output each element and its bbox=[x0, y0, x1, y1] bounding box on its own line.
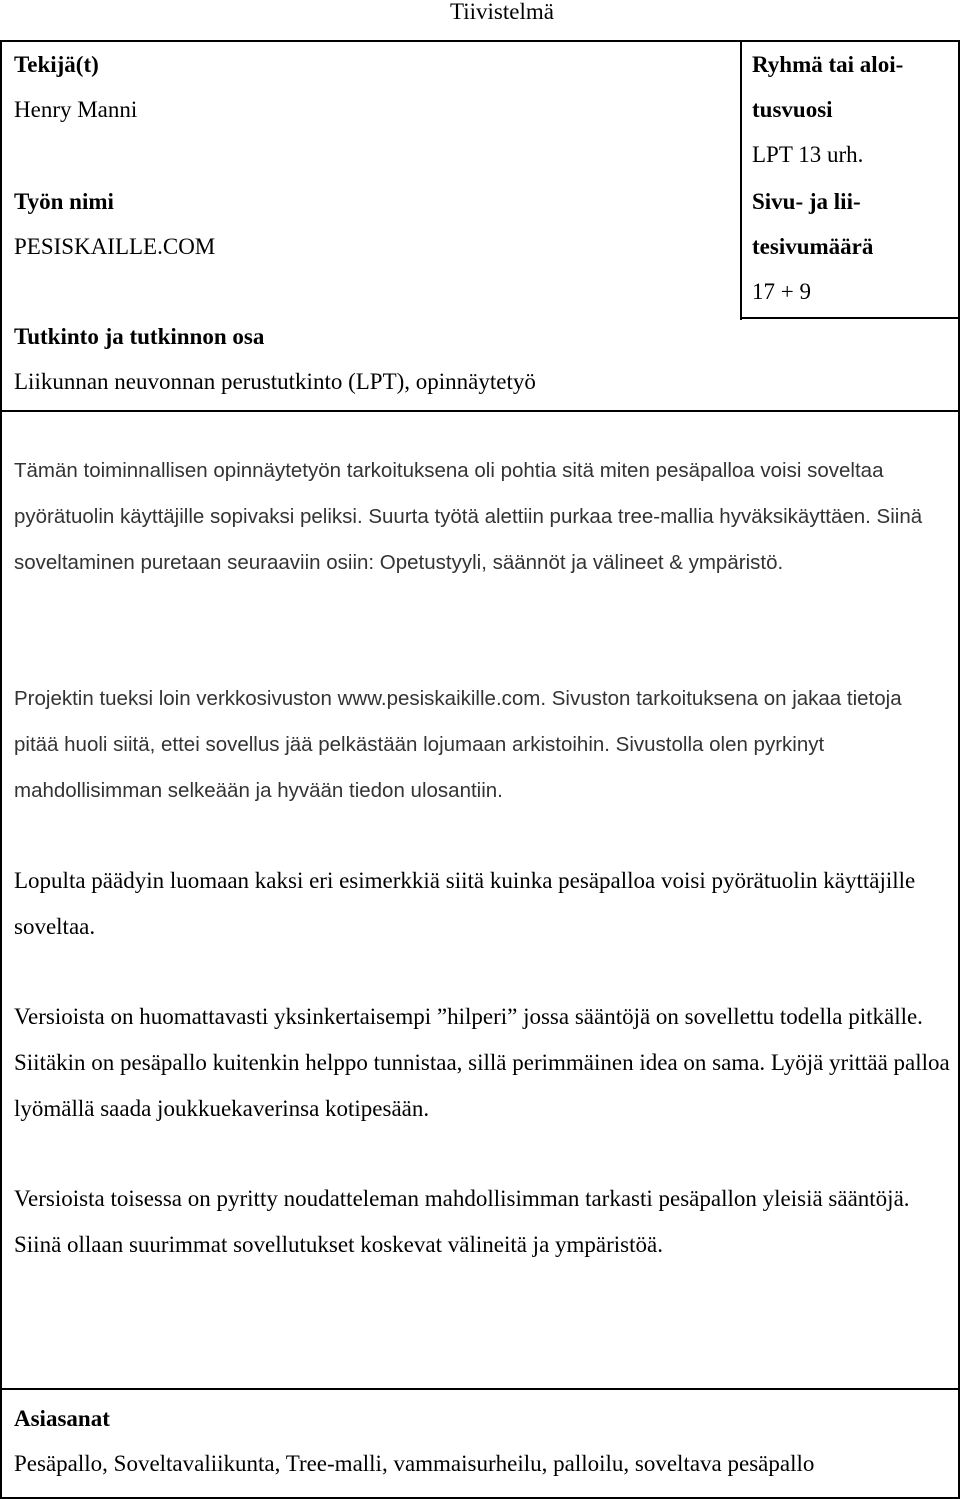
abstract-paragraph: Tämän toiminnallisen opinnäytetyön tarkoituksena oli pohtia sitä miten pesäpalloa voisi soveltaa pyörätuolin käyttäjille sopivaksi peliksi. Suurta työtä alettiin purkaa tree-mallia hyväksikäyttäen. Siinä soveltaminen puretaan seuraaviin osiin: Opetustyyli, säännöt ja välineet & ympäristö. bbox=[14, 459, 923, 574]
pages-label-line2: tesivumäärä bbox=[752, 234, 874, 259]
abstract-paragraph: Lopulta päädyin luomaan kaksi eri esimerkkiä siitä kuinka pesäpalloa voisi pyörätuolin käyttäjille soveltaa. bbox=[14, 868, 916, 939]
abstract-paragraph: Versioista toisessa on pyritty noudatteleman mahdollisimman tarkasti pesäpallon yleisiä sääntöjä. Siinä ollaan suurimmat sovellutukset koskevat välineitä ja ympäristöä. bbox=[14, 1186, 910, 1257]
abstract-paragraph: Versioista on huomattavasti yksinkertaisempi ”hilperi” jossa sääntöjä on sovellettu todella pitkälle. Siitäkin on pesäpallo kuitenkin helppo tunnistaa, sillä perimmäinen idea on sama. Lyöjä yrittää palloa lyömällä saada joukkuekaverinsa kotipesään. bbox=[14, 1004, 950, 1121]
degree-value: Liikunnan neuvonnan perustutkinto (LPT), opinnäytetyö bbox=[14, 369, 536, 394]
keywords-box bbox=[0, 1388, 960, 1499]
keywords-label: Asiasanat bbox=[14, 1406, 110, 1431]
degree-cell bbox=[14, 314, 536, 404]
degree-label: Tutkinto ja tutkinnon osa bbox=[14, 324, 265, 349]
author-value: Henry Manni bbox=[14, 97, 138, 122]
abstract-paragraph: Projektin tueksi loin verkkosivuston www.pesiskaikille.com. Sivuston tarkoituksena on jakaa tietoja pitää huoli siitä, ettei sovellus jää pelkästään lojumaan arkistoihin. Sivustolla olen pyrkinyt mahdollisimman selkeään ja hyvään tiedon ulosantiin. bbox=[14, 687, 902, 802]
document-title: Tiivistelmä bbox=[450, 0, 554, 24]
author-cell bbox=[14, 42, 137, 132]
pages-cell bbox=[752, 179, 873, 314]
group-label-line2: tusvuosi bbox=[752, 97, 833, 122]
metadata-table bbox=[0, 40, 960, 412]
column-divider bbox=[740, 42, 742, 320]
group-label-line1: Ryhmä tai aloi- bbox=[752, 52, 904, 77]
work-title-label: Työn nimi bbox=[14, 189, 114, 214]
row-divider bbox=[740, 317, 960, 319]
group-cell bbox=[752, 42, 903, 177]
abstract-body bbox=[0, 410, 960, 1388]
work-title-value: PESISKAILLE.COM bbox=[14, 234, 216, 259]
author-label: Tekijä(t) bbox=[14, 52, 99, 77]
pages-value: 17 + 9 bbox=[752, 279, 811, 304]
work-title-cell bbox=[14, 179, 215, 269]
keywords-cell bbox=[14, 1396, 814, 1486]
keywords-value: Pesäpallo, Soveltavaliikunta, Tree-malli, vammaisurheilu, palloilu, soveltava pesäpallo bbox=[14, 1451, 815, 1476]
pages-label-line1: Sivu- ja lii- bbox=[752, 189, 861, 214]
group-value: LPT 13 urh. bbox=[752, 142, 864, 167]
